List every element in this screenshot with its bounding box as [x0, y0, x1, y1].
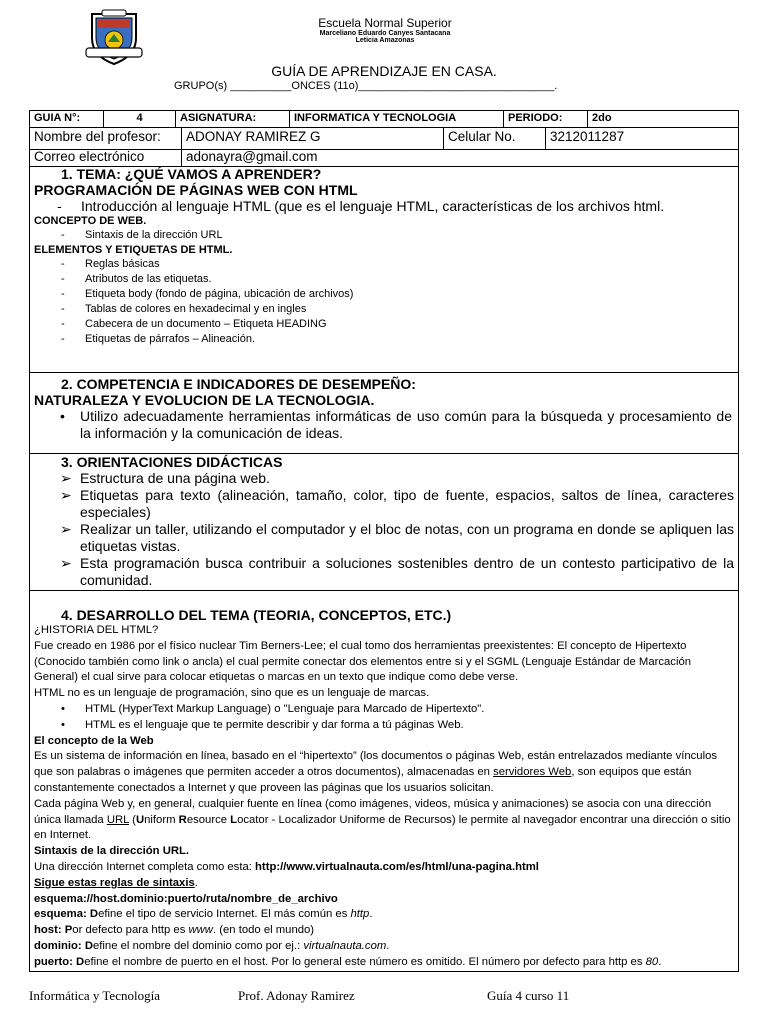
- school-crest-logo: [84, 8, 144, 68]
- url-part-definition: esquema: Define el tipo de servicio Internet. El más común es http.: [34, 908, 373, 921]
- section-2-title: NATURALEZA Y EVOLUCION DE LA TECNOLOGIA.: [34, 392, 375, 408]
- web-concept-heading: El concepto de la Web: [34, 734, 154, 747]
- section-1-heading: 1. TEMA: ¿QUÉ VAMOS A APRENDER?: [61, 166, 322, 182]
- info-row-1: [30, 111, 738, 128]
- section-1-title: PROGRAMACIÓN DE PÁGINAS WEB CON HTML: [34, 182, 358, 198]
- periodo-label: PERIODO:: [504, 111, 588, 127]
- url-part-definition: dominio: Define el nombre del dominio como por ej.: virtualnauta.com.: [34, 939, 390, 952]
- school-header: [250, 17, 520, 44]
- orientacion-item: ➢ Realizar un taller, utilizando el computador y el bloc de notas, con un programa en donde se apliquen las etiquetas vistas.: [60, 521, 734, 555]
- orientacion-item: ➢ Esta programación busca contribuir a soluciones sostenibles dentro de un contesto participativo de la comunidad.: [60, 555, 734, 589]
- url-example: Una dirección Internet completa como esta: http://www.virtualnauta.com/es/html/una-pagina.html: [34, 860, 539, 873]
- url-link[interactable]: URL: [106, 813, 130, 826]
- elementos-item: - Tablas de colores en hexadecimal y en ingles: [61, 302, 734, 317]
- concepto-list: [34, 228, 734, 243]
- section-2-bullet: • Utilizo adecuadamente herramientas informáticas de uso común para la búsqueda y procesamiento de la información y la comunicación de ideas.: [60, 408, 732, 441]
- celular-value: 3212011287: [550, 129, 625, 144]
- footer-subject: Informática y Tecnología: [29, 988, 160, 1003]
- elementos-item: - Etiquetas de párrafos – Alineación.: [61, 332, 734, 347]
- web-paragraph-1: Es un sistema de información en línea, basado en el “hipertexto” (los documentos o páginas Web, están entrelazados mediante vínculos que son palabras o imágenes que permiten acceder a otros documentos), almacenadas en servidores Web, son equipos que están constantemente conectados a Internet y que proveen las páginas que los usuarios solicitan.: [34, 750, 718, 794]
- servidores-web-link[interactable]: servidores Web: [493, 766, 572, 779]
- footer-guide: Guía 4 curso 11: [487, 988, 570, 1003]
- elementos-item: - Reglas básicas: [61, 257, 734, 272]
- sintaxis-heading: Sintaxis de la dirección URL.: [34, 845, 190, 858]
- orientacion-item: ➢ Estructura de una página web.: [60, 470, 734, 487]
- url-part-definition: puerto: Define el nombre de puerto en el host. Por lo general este número es omitido. El número por defecto para http es 80.: [34, 955, 662, 968]
- web-paragraph-2: Cada página Web y, en general, cualquier fuente en línea (como imágenes, videos, música y animaciones) se asocia con una dirección única llamada URL (Uniform Resource Locator - Localizador Uniforme de Recursos) le permite al navegador encontrar una dirección o sitio en Internet.: [34, 797, 731, 842]
- historia-paragraph: Fue creado en 1986 por el físico nuclear Tim Berners-Lee; el cual tomo dos herramientas preexistentes: El concepto de Hipertexto (Conocido también como link o ancla) el cual permite conectar dos elementos entre si y el SGML (Lenguaje Estándar de Marcación General) el cual sirve para colocar etiquetas o marcas en un texto que indique como debe verse.: [34, 639, 692, 684]
- html-bullet-item: • HTML es el lenguaje que te permite describir y dar forma a tú páginas Web.: [61, 718, 734, 734]
- school-subtitle: Marceliano Eduardo Canyes Santacana: [319, 29, 451, 37]
- html-bullet-item: • HTML (HyperText Markup Language) o "Lenguaje para Marcado de Hipertexto".: [61, 702, 734, 718]
- celular-label: Celular No.: [444, 127, 546, 149]
- profesor-label: Nombre del profesor:: [30, 127, 182, 149]
- section-desarrollo: [30, 591, 738, 971]
- guia-label: GUIA N°:: [30, 111, 104, 127]
- html-definition: HTML no es un lenguaje de programación, sino que es un lenguaje de marcas.: [34, 687, 430, 700]
- periodo-value: 2do: [592, 112, 612, 124]
- historia-heading: ¿HISTORIA DEL HTML?: [34, 624, 159, 636]
- guide-table: [29, 110, 739, 972]
- url-scheme-pattern: esquema://host.dominio:puerto/ruta/nombre_de_archivo: [34, 892, 338, 905]
- elementos-list: [34, 257, 734, 347]
- section-competencia: [30, 373, 738, 454]
- elementos-item: - Atributos de las etiquetas.: [61, 272, 734, 287]
- section-3-heading: 3. ORIENTACIONES DIDÁCTICAS: [61, 454, 283, 470]
- correo-value: adonayra@gmail.com: [186, 149, 318, 164]
- asignatura-label: ASIGNATURA:: [176, 111, 290, 127]
- concepto-item: - Sintaxis de la dirección URL: [61, 228, 734, 243]
- guide-title: GUÍA DE APRENDIZAJE EN CASA.: [271, 63, 497, 79]
- guia-value: 4: [104, 111, 176, 127]
- school-location: Leticia Amazonas: [355, 36, 415, 44]
- url-part-definition: host: Por defecto para http es www. (en todo el mundo): [34, 924, 315, 937]
- footer-teacher: Prof. Adonay Ramirez: [238, 988, 355, 1003]
- reglas-heading: Sigue estas reglas de sintaxis.: [34, 876, 198, 889]
- info-row-3: [30, 149, 738, 167]
- section-orientaciones: [30, 454, 738, 591]
- elementos-item: - Cabecera de un documento – Etiqueta HEADING: [61, 317, 734, 332]
- example-url: http://www.virtualnauta.com/es/html/una-pagina.html: [255, 860, 539, 873]
- url-part-definitions: [34, 907, 734, 970]
- profesor-value: ADONAY RAMIREZ G: [182, 127, 444, 149]
- orientaciones-list: [34, 470, 734, 589]
- section-2-heading: 2. COMPETENCIA E INDICADORES DE DESEMPEÑO:: [61, 376, 416, 392]
- group-line: GRUPO(s) __________ONCES (11o)________________________________.: [174, 80, 558, 92]
- orientacion-item: ➢ Etiquetas para texto (alineación, tamaño, color, tipo de fuente, espacios, saltos de línea, caracteres especiales): [60, 487, 734, 521]
- elementos-item: - Etiqueta body (fondo de página, ubicación de archivos): [61, 287, 734, 302]
- info-row-2: [30, 127, 738, 150]
- section-1-lead: - Introducción al lenguaje HTML (que es el lenguaje HTML, características de los archivos html.: [57, 198, 665, 214]
- concepto-heading: CONCEPTO DE WEB.: [34, 215, 147, 227]
- correo-label: Correo electrónico: [30, 149, 182, 166]
- html-bullets: [34, 702, 734, 734]
- elementos-heading: ELEMENTOS Y ETIQUETAS DE HTML.: [34, 244, 233, 256]
- asignatura-value: INFORMATICA Y TECNOLOGIA: [290, 111, 504, 127]
- section-tema: [30, 166, 738, 373]
- section-4-heading: 4. DESARROLLO DEL TEMA (TEORIA, CONCEPTOS, ETC.): [61, 607, 452, 623]
- school-name: Escuela Normal Superior: [318, 16, 452, 30]
